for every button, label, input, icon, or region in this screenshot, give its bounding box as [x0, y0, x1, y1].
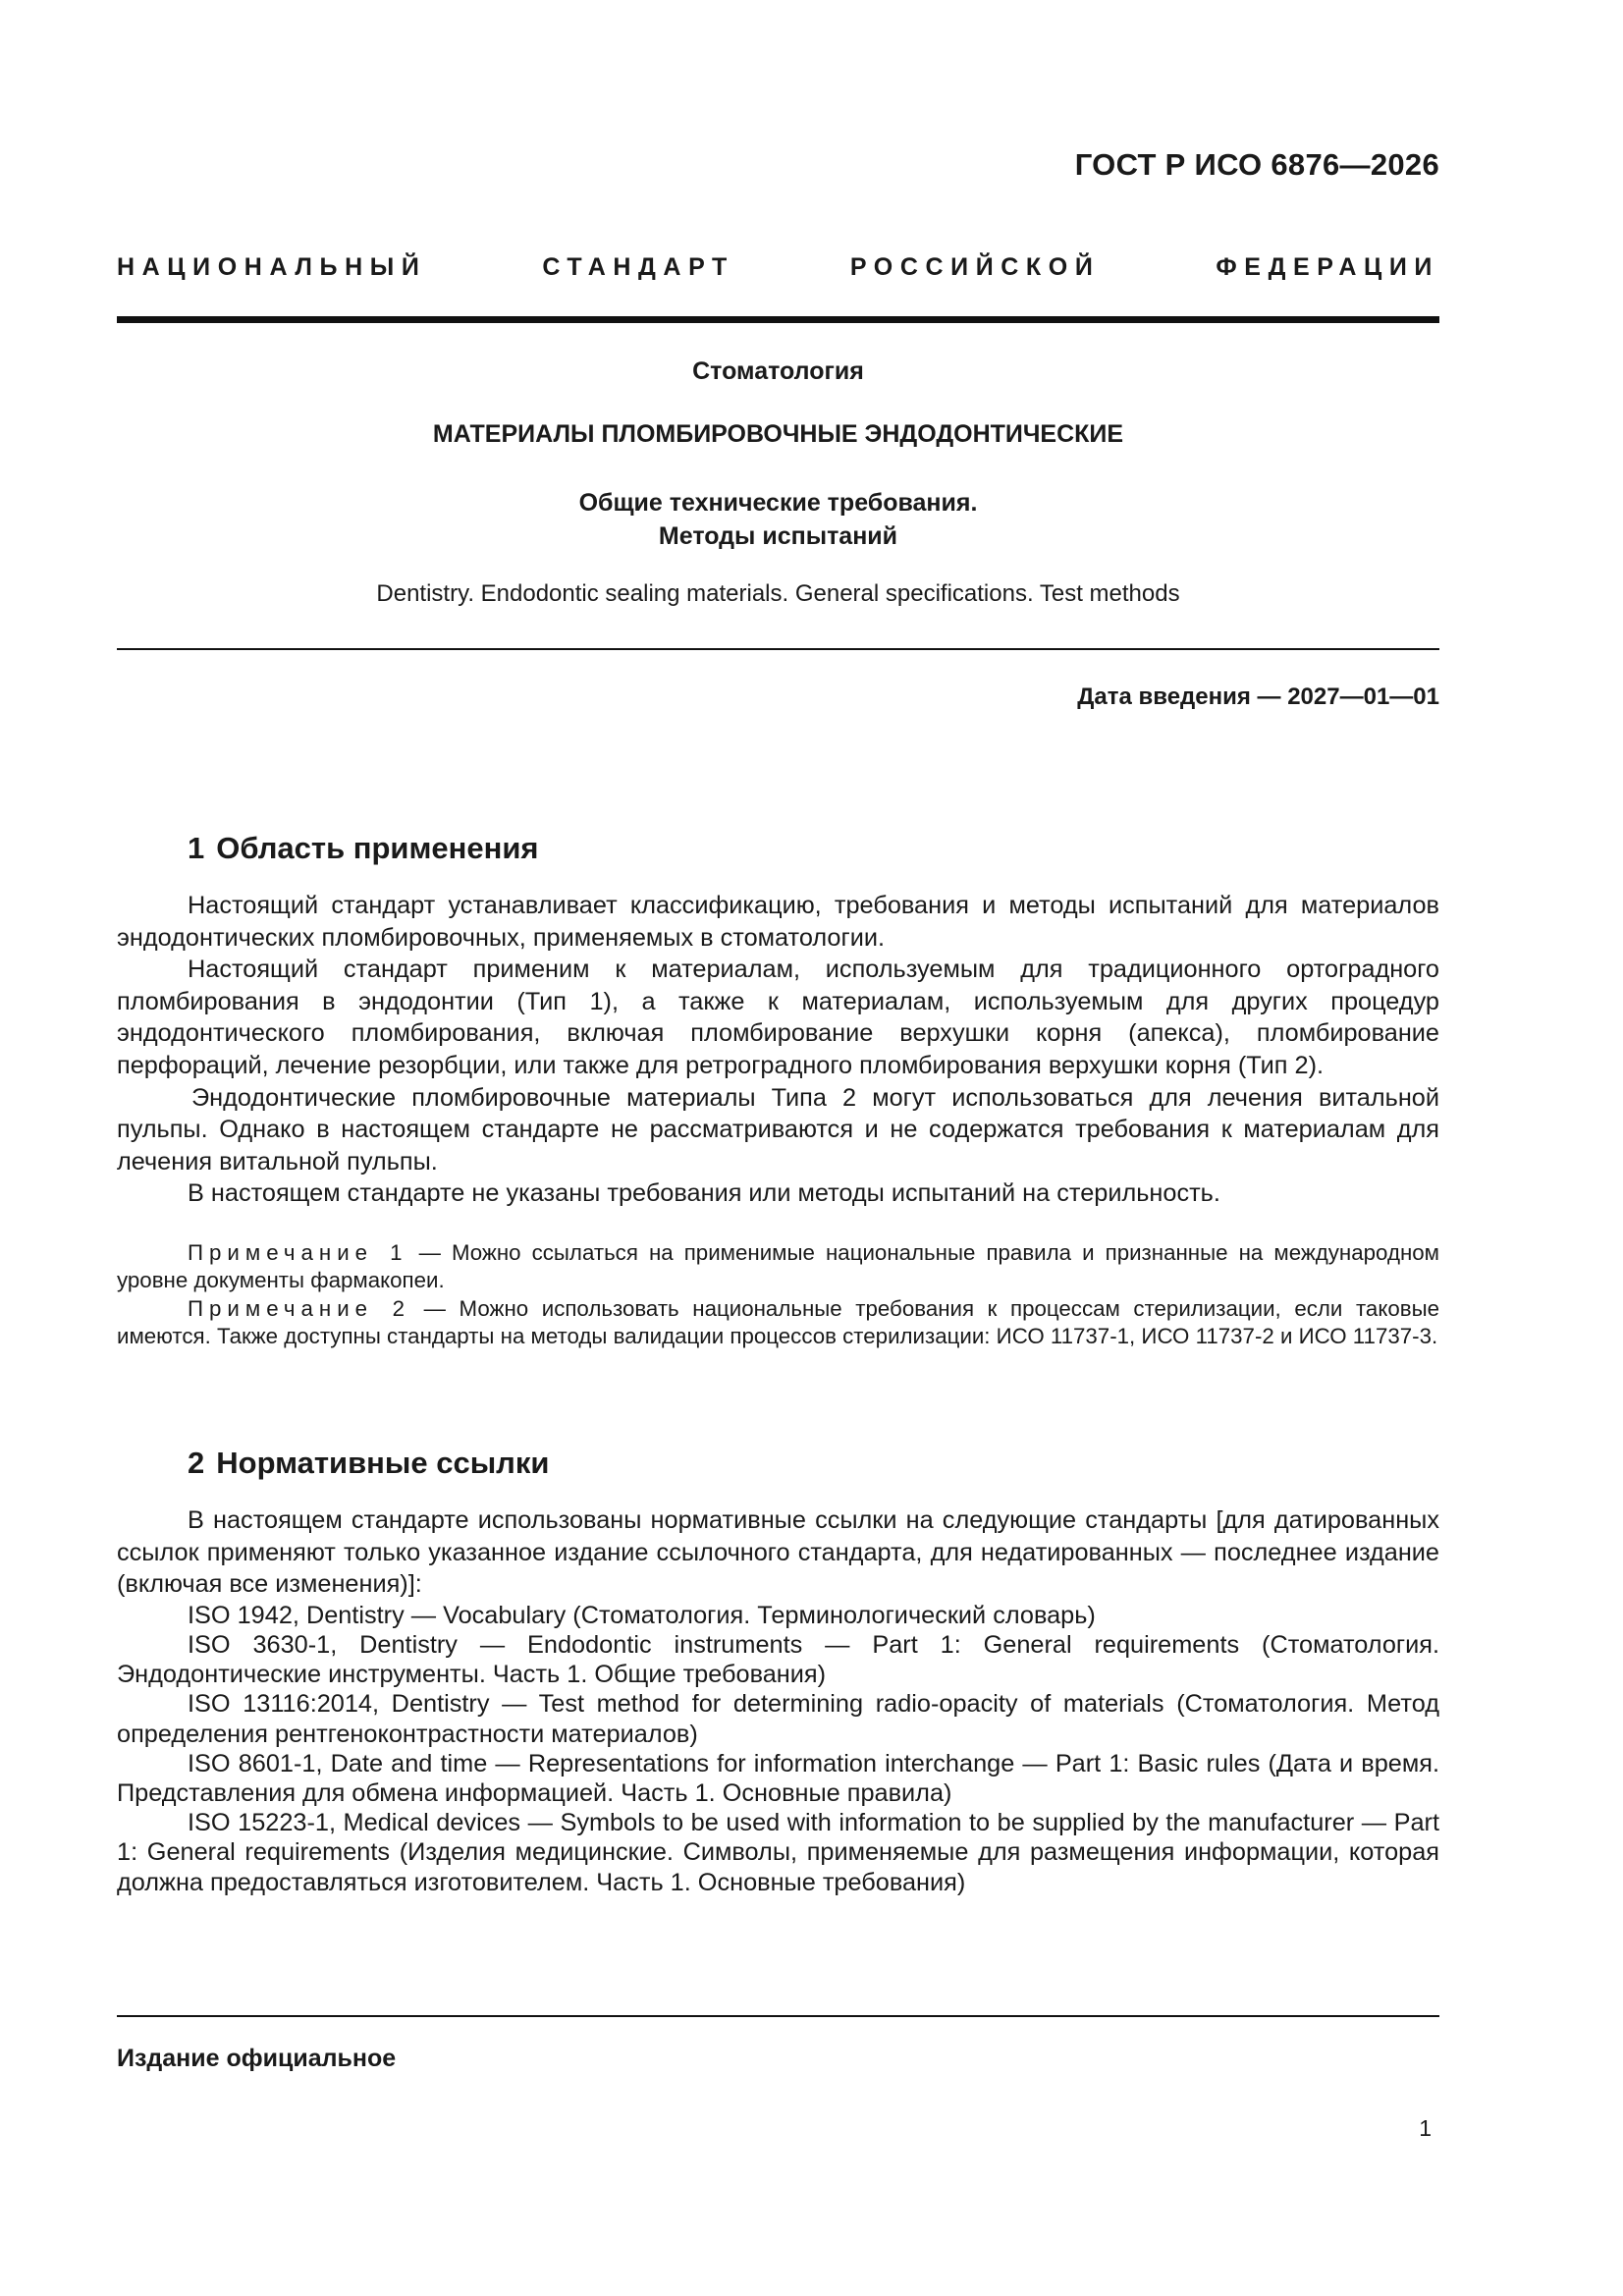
introduction-date: Дата введения — 2027—01—01 [1077, 683, 1439, 710]
section-1-paragraph: Настоящий стандарт устанавливает классификацию, требования и методы испытаний для материалов эндодонтических пломбировочных, применяемых в стоматологии. [117, 892, 1439, 952]
reference-item: ISO 3630-1, Dentistry — Endodontic instruments — Part 1: General requirements (Стоматология. Эндодонтические инструменты. Часть 1. Общие требования) [117, 1630, 1439, 1689]
reference-item: ISO 13116:2014, Dentistry — Test method for determining radio-opacity of materials (Стоматология. Метод определения рентгеноконтрастности материалов) [117, 1690, 1439, 1748]
section-1-paragraph: Настоящий стандарт применим к материалам, используемым для традиционного ортоградного пломбирования в эндодонтии (Тип 1), а также к материалам, используемым для других процедур эндодонтического пломбирования, включая пломбирование верхушки корня (апекса), пломбирование перфораций, лечение резорбции, или также для ретроградного пломбирования верхушки корня (Тип 2). [117, 956, 1439, 1079]
section-2-intro: В настоящем стандарте использованы нормативные ссылки на следующие стандарты [для датированных ссылок применяют только указанное издание ссылочного стандарта, для недатированных — последнее издание (включая все изменения)]: [117, 1506, 1439, 1599]
note-1-label: Примечание 1 [188, 1240, 408, 1265]
section-2-title: Нормативные ссылки [216, 1446, 550, 1480]
section-2-heading [188, 1446, 549, 1481]
section-2-number: 2 [188, 1446, 205, 1480]
reference-item: ISO 8601-1, Date and time — Representations for information interchange — Part 1: Basic rules (Дата и время. Представления для обмена информацией. Часть 1. Основные правила) [117, 1749, 1439, 1807]
section-1-number: 1 [188, 831, 205, 865]
document-page [117, 0, 1439, 2296]
reference-item: ISO 15223-1, Medical devices — Symbols to be used with information to be supplied by the manufacturer — Part 1: General requirements (Изделия медицинские. Символы, применяемые для размещения информации, которая должна предоставляться изготовителем. Часть 1. Основные требования) [117, 1809, 1439, 1896]
section-1-heading [188, 831, 539, 866]
note-2 [117, 1295, 1439, 1351]
section-1-title: Область применения [216, 831, 539, 865]
note-1-text: — Можно ссылаться на применимые национальные правила и признанные на международном уровне документы фармакопеи. [117, 1240, 1439, 1293]
section-1-notes [117, 1239, 1439, 1351]
standard-number: ГОСТ Р ИСО 6876—2026 [1074, 147, 1439, 182]
title-divider [117, 648, 1439, 650]
subtitle [117, 486, 1439, 553]
reference-item: ISO 1942, Dentistry — Vocabulary (Стоматология. Терминологический словарь) [188, 1601, 1096, 1629]
note-1 [117, 1239, 1439, 1295]
subtitle-line-1: Общие технические требования. [578, 489, 978, 517]
section-1-body [117, 890, 1439, 1210]
main-title: МАТЕРИАЛЫ ПЛОМБИРОВОЧНЫЕ ЭНДОДОНТИЧЕСКИЕ [432, 420, 1124, 448]
header-divider [117, 316, 1439, 323]
national-standard-title: НАЦИОНАЛЬНЫЙ СТАНДАРТ РОССИЙСКОЙ ФЕДЕРАЦИИ [117, 253, 1439, 281]
subtitle-line-2: Методы испытаний [658, 522, 898, 550]
official-edition-label: Издание официальное [117, 2045, 397, 2072]
english-title: Dentistry. Endodontic sealing materials. General specifications. Test methods [376, 580, 1180, 607]
section-1-paragraph: Эндодонтические пломбировочные материалы Типа 2 могут использоваться для лечения витальной пульпы. Однако в настоящем стандарте не рассматриваются и не содержатся требования к материалам для лечения витальной пульпы. [117, 1083, 1439, 1175]
note-2-text: — Можно использовать национальные требования к процессам стерилизации, если таковые имеются. Также доступны стандарты на методы валидации процессов стерилизации: ИСО 11737-1, ИСО 11737-2 и ИСО 11737-3. [117, 1295, 1440, 1349]
note-2-label: Примечание 2 [188, 1295, 411, 1321]
footer-divider [117, 2015, 1439, 2017]
subject-title: Стоматология [692, 357, 864, 385]
section-1-paragraph: В настоящем стандарте не указаны требования или методы испытаний на стерильность. [188, 1179, 1220, 1208]
section-2-body [117, 1504, 1439, 1897]
page-number: 1 [1419, 2115, 1432, 2141]
